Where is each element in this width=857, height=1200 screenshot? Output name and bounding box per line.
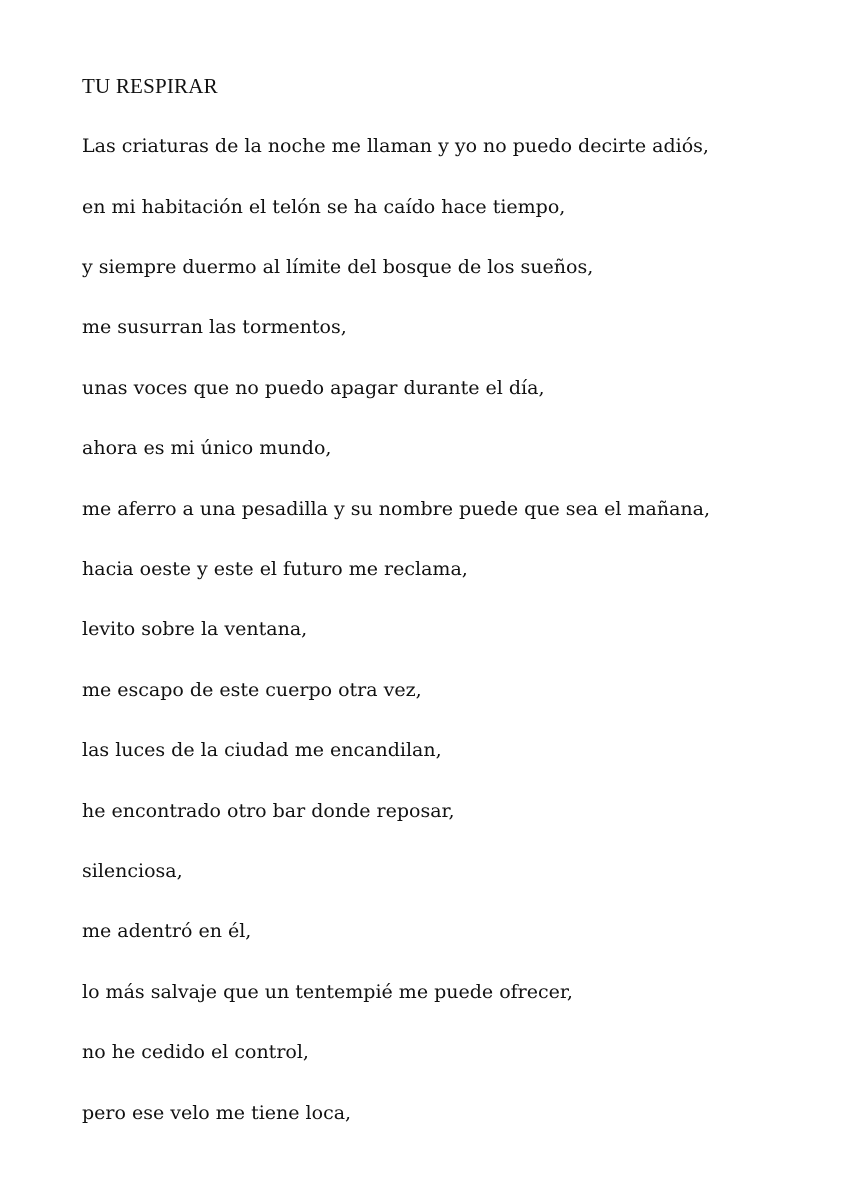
poem-title: TU RESPIRAR — [82, 74, 218, 98]
poem-line-9: levito sobre la ventana, — [82, 618, 308, 640]
poem-line-11: las luces de la ciudad me encandilan, — [82, 739, 442, 761]
poem-line-6: ahora es mi único mundo, — [82, 437, 332, 459]
poem-line-15: lo más salvaje que un tentempié me puede ofrecer, — [82, 981, 573, 1003]
poem-line-10: me escapo de este cuerpo otra vez, — [82, 679, 422, 701]
poem-line-4: me susurran las tormentos, — [82, 316, 347, 338]
poem-line-17: pero ese velo me tiene loca, — [82, 1102, 352, 1124]
poem-line-1: Las criaturas de la noche me llaman y yo no puedo decirte adiós, — [82, 135, 709, 157]
poem-line-2: en mi habitación el telón se ha caído hace tiempo, — [82, 196, 566, 218]
poem-line-3: y siempre duermo al límite del bosque de los sueños, — [82, 256, 594, 278]
poem-line-7: me aferro a una pesadilla y su nombre puede que sea el mañana, — [82, 498, 711, 520]
poem-line-5: unas voces que no puedo apagar durante el día, — [82, 377, 545, 399]
poem-line-12: he encontrado otro bar donde reposar, — [82, 800, 455, 822]
poem-line-8: hacia oeste y este el futuro me reclama, — [82, 558, 468, 580]
poem-line-14: me adentró en él, — [82, 920, 252, 942]
poem-line-13: silenciosa, — [82, 860, 183, 882]
poem-line-16: no he cedido el control, — [82, 1041, 309, 1063]
